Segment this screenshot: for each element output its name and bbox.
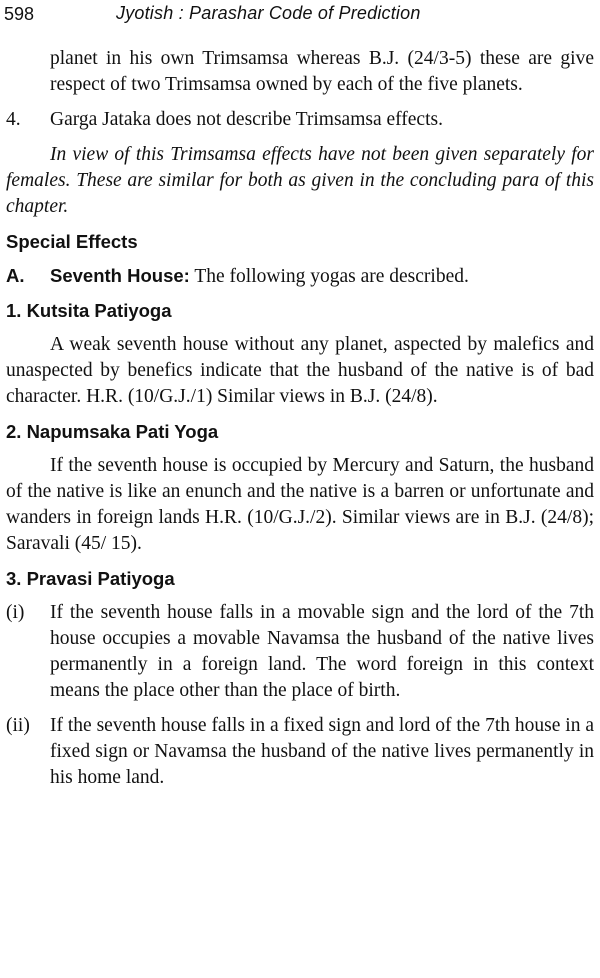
section-a bbox=[6, 263, 594, 290]
list-number: (ii) bbox=[6, 715, 30, 736]
page-header bbox=[4, 2, 594, 30]
special-effects-heading: Special Effects bbox=[6, 231, 138, 252]
yoga2-text: If the seventh house is occupied by Mercury and Saturn, the husband of the native is like an enunch and the native is a barren or unfortunate and wanders in foreign lands H.R. (10/G.J./2). Similar views are in B.J. (24/8); Saravali (45/ 15). bbox=[6, 455, 594, 554]
list-item-4 bbox=[6, 107, 594, 133]
section-letter: A. bbox=[6, 265, 25, 286]
yoga3-heading: 3. Pravasi Patiyoga bbox=[6, 568, 175, 589]
yoga1-heading: 1. Kutsita Patiyoga bbox=[6, 300, 172, 321]
yoga3-item-i bbox=[6, 600, 594, 704]
list-text: Garga Jataka does not describe Trimsamsa effects. bbox=[50, 109, 443, 130]
page-body bbox=[6, 46, 594, 800]
yoga2-heading: 2. Napumsaka Pati Yoga bbox=[6, 421, 219, 442]
continued-paragraph: planet in his own Trimsamsa whereas B.J. (24/3-5) these are give respect of two Trimsamsa owned by each of the five planets. bbox=[50, 48, 594, 95]
italic-note: In view of this Trimsamsa effects have not been given separately for females. These are similar for both as given in the concluding para of this chapter. bbox=[6, 144, 594, 217]
running-title: Jyotish : Parashar Code of Prediction bbox=[116, 3, 421, 23]
yoga3-item-ii bbox=[6, 713, 594, 791]
list-text: If the seventh house falls in a fixed sign and lord of the 7th house in a fixed sign or Navamsa the husband of the native lives permanently in his home land. bbox=[50, 715, 594, 788]
page-number: 598 bbox=[4, 4, 35, 24]
list-text: If the seventh house falls in a movable sign and the lord of the 7th house occupies a movable Navamsa the husband of the native lives permanently in a foreign land. The word foreign in this context means the place other than the place of birth. bbox=[50, 602, 594, 701]
list-number: 4. bbox=[6, 109, 21, 130]
yoga1-text: A weak seventh house without any planet, aspected by malefics and unaspected by benefics indicate that the husband of the native is of bad character. H.R. (10/G.J./1) Similar views in B.J. (24/8). bbox=[6, 334, 594, 407]
list-number: (i) bbox=[6, 602, 25, 623]
section-text: The following yogas are described. bbox=[189, 266, 469, 287]
section-title: Seventh House: bbox=[50, 265, 190, 286]
